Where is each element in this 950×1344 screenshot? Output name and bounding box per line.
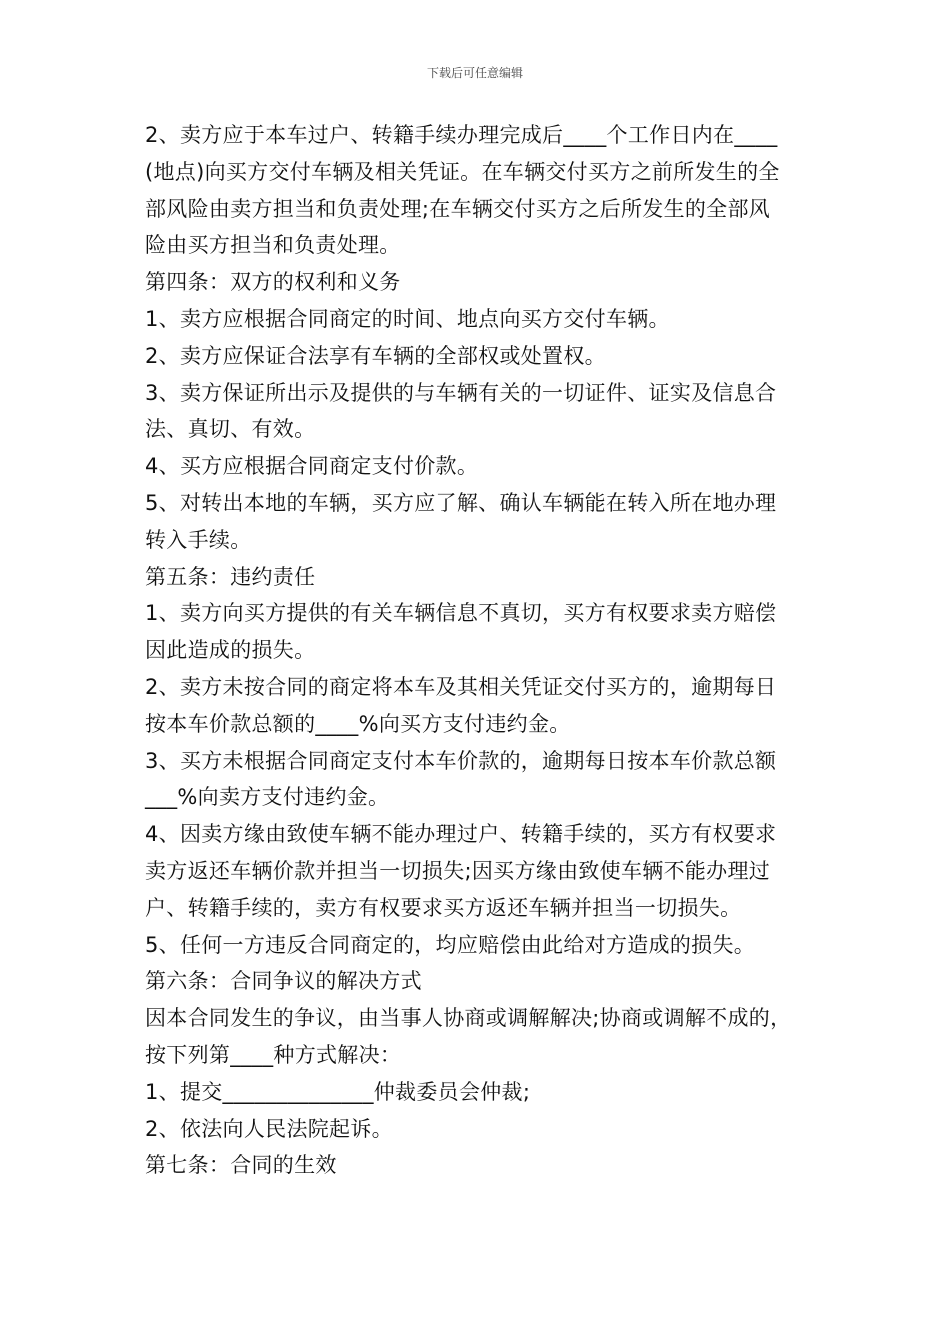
document-body (145, 117, 815, 1184)
text-line: ___%向卖方支付违约金。 (145, 785, 390, 810)
text-line: 1、卖方向买方提供的有关车辆信息不真切，买方有权要求卖方赔偿 (145, 601, 777, 626)
text-line: (地点)向买方交付车辆及相关凭证。在车辆交付买方之前所发生的全 (145, 159, 780, 184)
text-line: 2、卖方应保证合法享有车辆的全部权或处置权。 (145, 343, 606, 368)
text-line: 2、卖方应于本车过户、转籍手续办理完成后____个工作日内在____ (145, 123, 778, 147)
text-line: 险由买方担当和负责处理。 (145, 233, 401, 258)
text-line: 5、任何一方违反合同商定的，均应赔偿由此给对方造成的损失。 (145, 932, 756, 957)
text-line: 按下列第____种方式解决： (145, 1042, 402, 1067)
page-header: 下载后可任意编辑 (426, 66, 523, 80)
text-line: 卖方返还车辆价款并担当一切损失;因买方缘由致使车辆不能办理过 (145, 858, 771, 883)
text-line: 3、卖方保证所出示及提供的与车辆有关的一切证件、证实及信息合 (145, 380, 777, 405)
text-line: 3、买方未根据合同商定支付本车价款的，逾期每日按本车价款总额 (145, 748, 777, 773)
text-line: 5、对转出本地的车辆，买方应了解、确认车辆能在转入所在地办理 (145, 490, 777, 515)
text-line: 因本合同发生的争议，由当事人协商或调解解决;协商或调解不成的， (145, 1006, 792, 1031)
text-line: 转入手续。 (145, 527, 252, 552)
text-line: 因此造成的损失。 (145, 638, 316, 663)
text-line: 部风险由卖方担当和负责处理;在车辆交付买方之后所发生的全部风 (145, 196, 771, 221)
text-line: 2、卖方未按合同的商定将本车及其相关凭证交付买方的，逾期每日 (145, 674, 777, 699)
text-line: 法、真切、有效。 (145, 417, 316, 442)
section-heading: 第六条：合同争议的解决方式 (145, 969, 422, 994)
text-line: 1、提交______________仲裁委员会仲裁; (145, 1079, 531, 1104)
section-heading: 第四条：双方的权利和义务 (145, 270, 401, 295)
section-heading: 第五条：违约责任 (145, 564, 316, 589)
text-line: 户、转籍手续的，卖方有权要求买方返还车辆并担当一切损失。 (145, 895, 742, 920)
section-heading: 第七条：合同的生效 (145, 1153, 337, 1178)
text-line: 按本车价款总额的____%向买方支付违约金。 (145, 711, 571, 736)
text-line: 4、因卖方缘由致使车辆不能办理过户、转籍手续的，买方有权要求 (145, 822, 777, 847)
text-line: 2、依法向人民法院起诉。 (145, 1116, 393, 1141)
text-line: 4、买方应根据合同商定支付价款。 (145, 454, 479, 479)
text-line: 1、卖方应根据合同商定的时间、地点向买方交付车辆。 (145, 306, 670, 331)
